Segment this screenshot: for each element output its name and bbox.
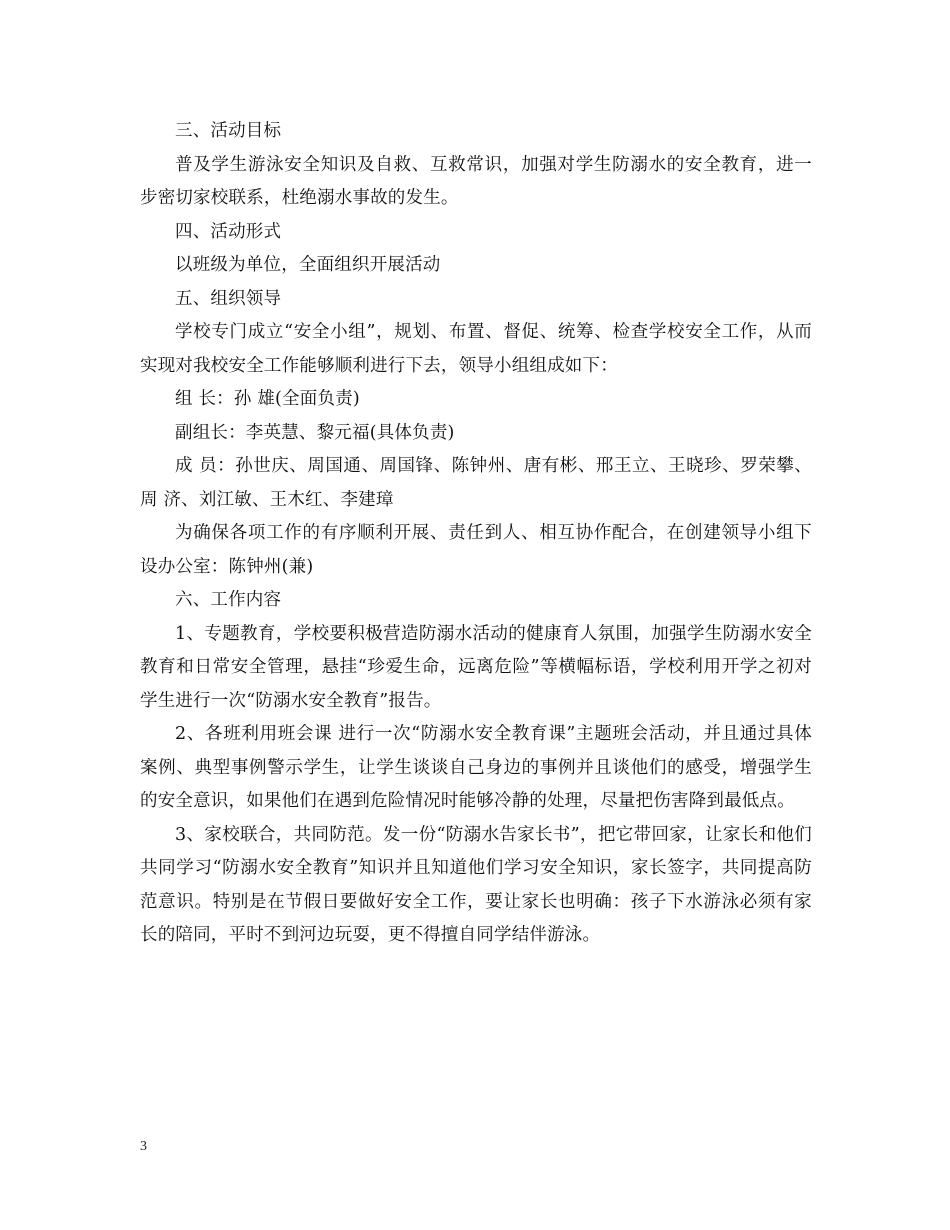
heading-work-content: 六、工作内容 bbox=[175, 590, 282, 610]
page-number: 3 bbox=[140, 1139, 147, 1154]
heading-activity-form: 四、活动形式 bbox=[175, 221, 282, 242]
paragraph-item-1: 1、专题教育，学校要积极营造防溺水活动的健康育人氛围，加强学生防溺水安全教育和日常安全管理，悬挂“珍爱生命，远离危险”等横幅标语，学校利用开学之初对学生进行一次“防溺水安全教育”报告。 bbox=[140, 623, 812, 711]
paragraph-organization: 学校专门成立“安全小组”，规划、布置、督促、统筹、检查学校安全工作，从而实现对我校安全工作能够顺利进行下去，领导小组组成如下： bbox=[140, 322, 812, 376]
paragraph-activity-form: 以班级为单位，全面组织开展活动 bbox=[175, 255, 441, 275]
line-group-leader: 组 长：孙 雄(全面负责) bbox=[175, 389, 360, 409]
paragraph-item-3: 3、家校联合，共同防范。发一份“防溺水告家长书”，把它带回家，让家长和他们共同学习“防溺水安全教育”知识并且知道他们学习安全知识，家长签字，共同提高防范意识。特别是在节假日要做好安全工作，要让家长也明确：孩子下水游泳必须有家长的陪同，平时不到河边玩耍，更不得擅自同学结伴游泳。 bbox=[140, 824, 812, 945]
heading-organization: 五、组织领导 bbox=[175, 288, 282, 309]
paragraph-activity-goal: 普及学生游泳安全知识及自救、互救常识，加强对学生防溺水的安全教育，进一步密切家校联系，杜绝溺水事故的发生。 bbox=[140, 154, 812, 208]
line-members: 成 员：孙世庆、周国通、周国锋、陈钟州、唐有彬、邢王立、王晓珍、罗荣攀、周 济、刘江敏、王木红、李建璋 bbox=[140, 456, 812, 510]
document-body bbox=[140, 115, 812, 953]
paragraph-office: 为确保各项工作的有序顺利开展、责任到人、相互协作配合，在创建领导小组下设办公室：陈钟州(兼) bbox=[140, 523, 812, 577]
paragraph-item-2: 2、各班利用班会课 进行一次“防溺水安全教育课”主题班会活动，并且通过具体案例、典型事例警示学生，让学生谈谈自己身边的事例并且谈他们的感受，增强学生的安全意识，如果他们在遇到危险情况时能够冷静的处理，尽量把伤害降到最低点。 bbox=[140, 724, 812, 811]
line-deputy-leader: 副组长：李英慧、黎元福(具体负责) bbox=[175, 422, 455, 443]
heading-activity-goal: 三、活动目标 bbox=[175, 121, 282, 141]
